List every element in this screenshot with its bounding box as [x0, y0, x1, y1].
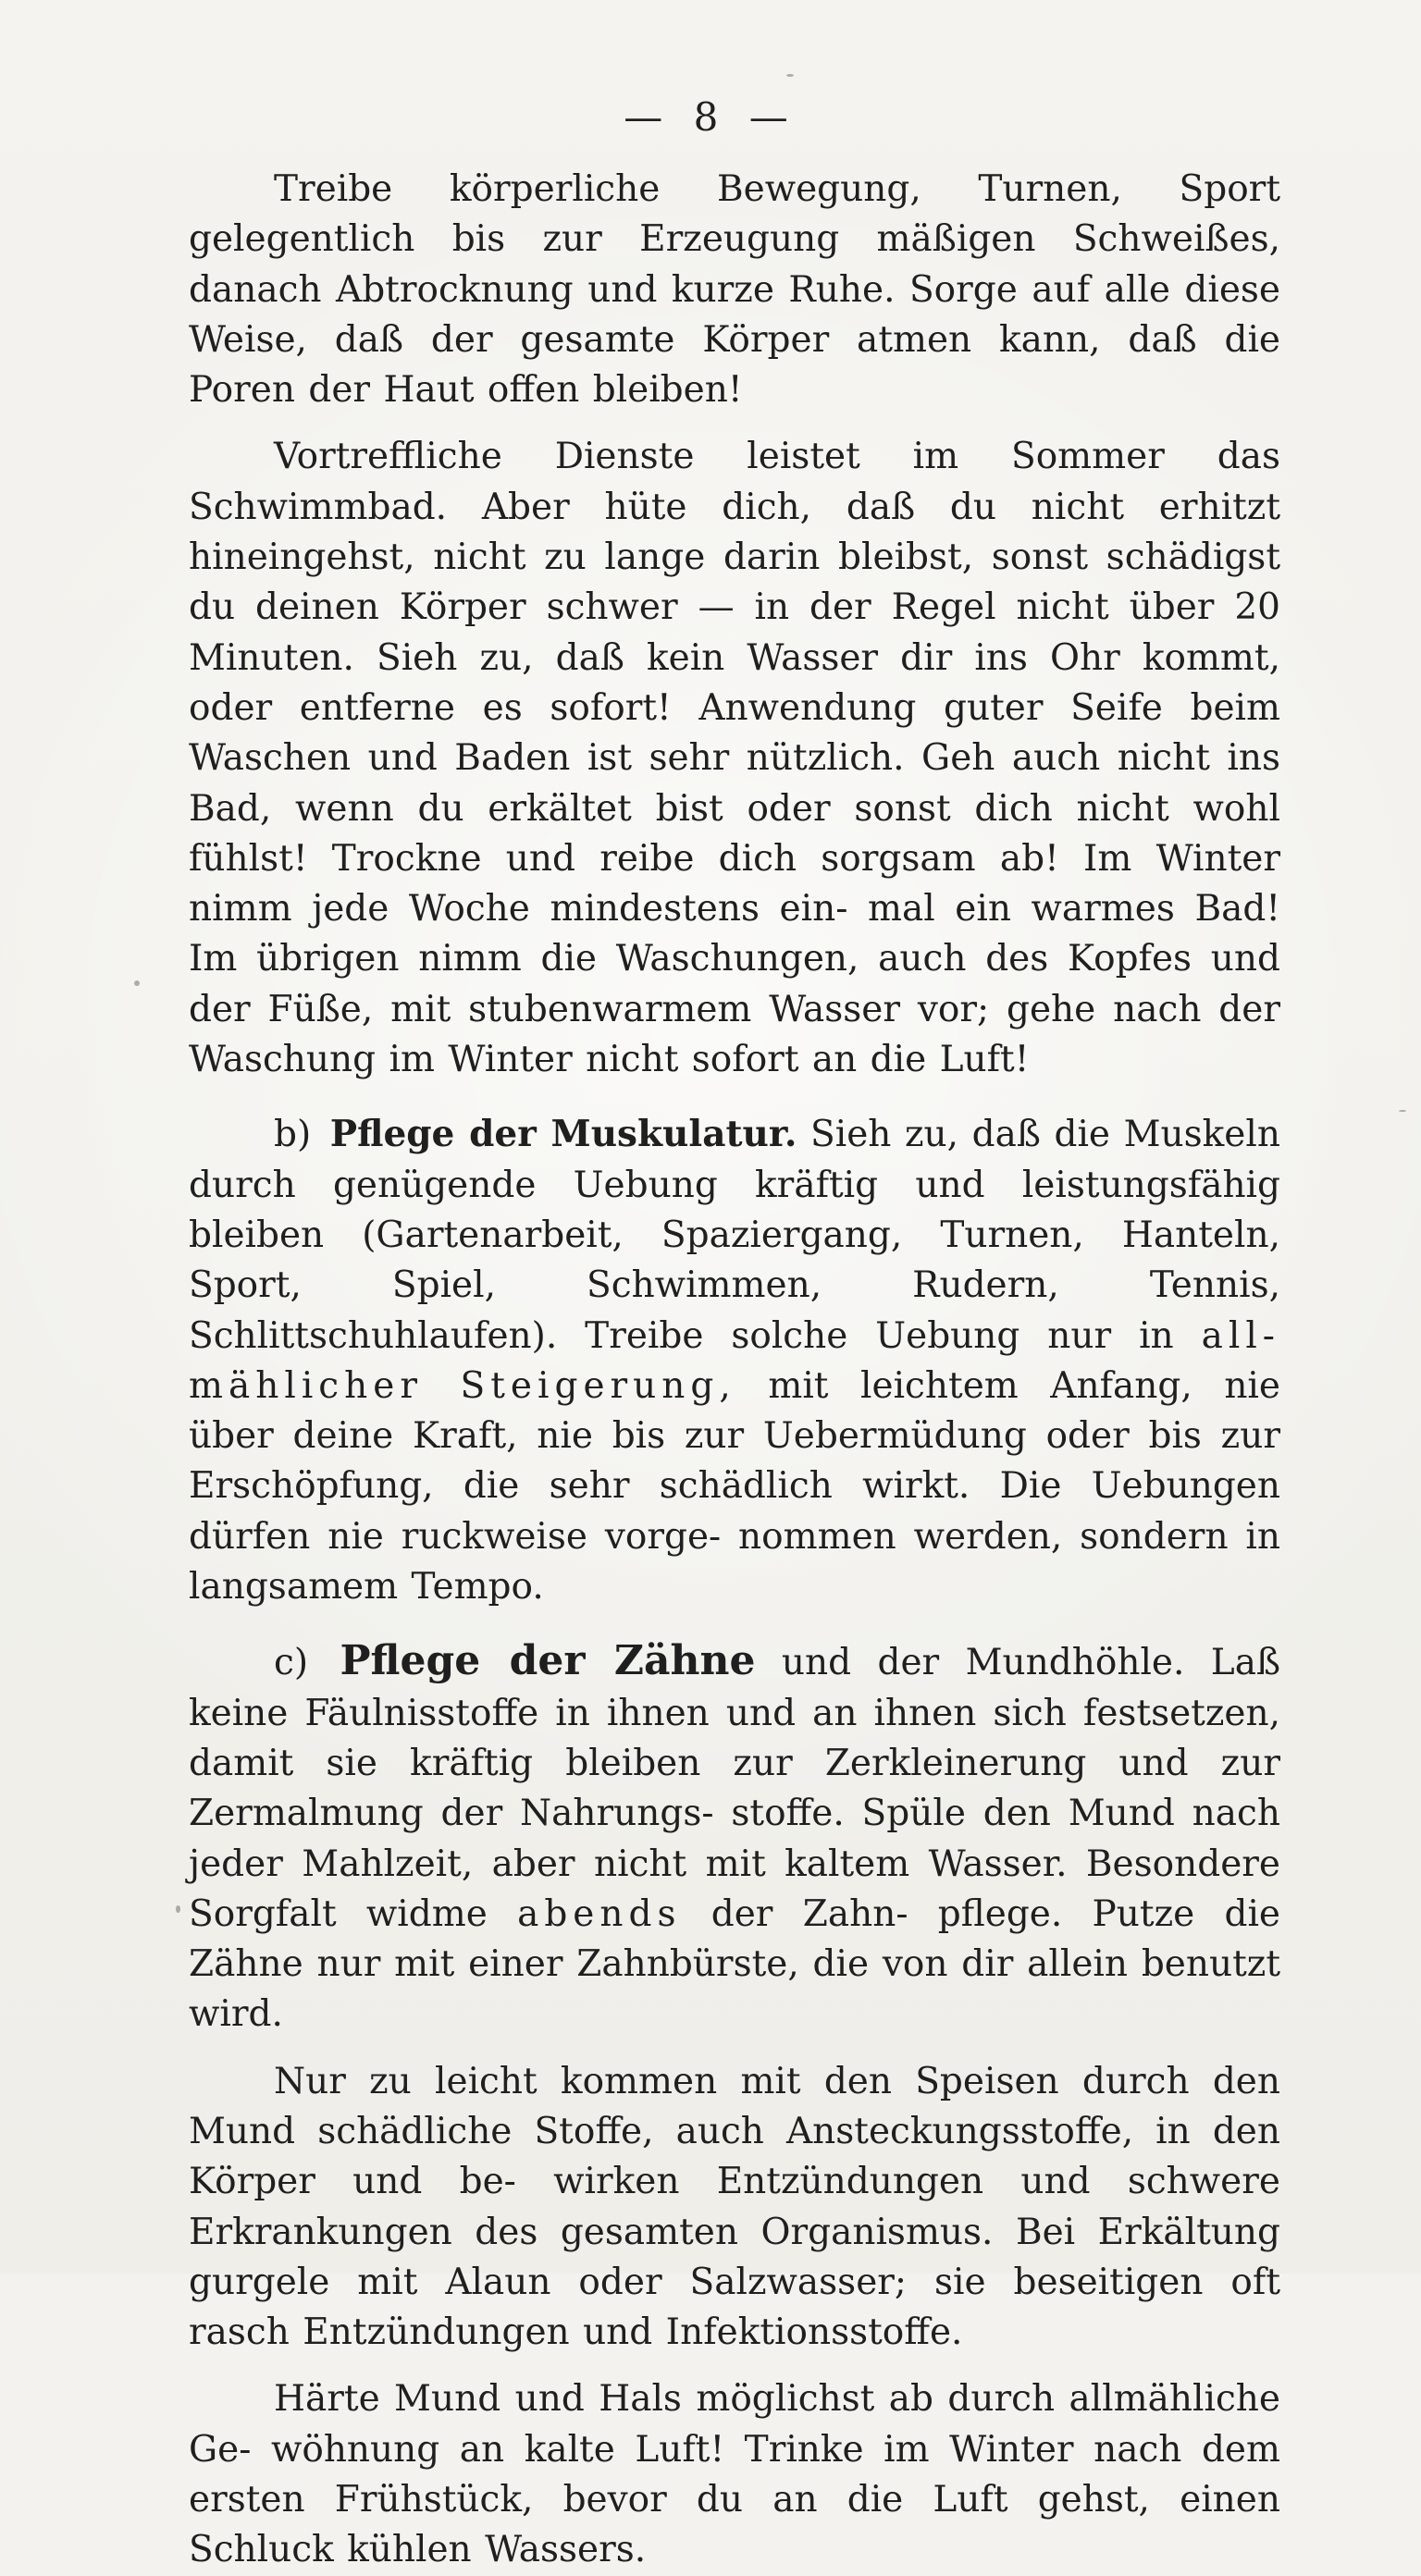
section-letter: b) [274, 1114, 312, 1156]
section-text: und der Mundhöhle. Laß keine Fäulnisstoffe in ihnen und an ihnen sich festsetzen, damit sie kräftig bleiben zur Zerkleinerung und zur Zermalmung der Nahrungs- stoffe. Spüle den Mund nach jeder Mahlzeit, aber nicht mit kaltem Wasser. Besondere Sorgfalt widme [189, 1642, 1280, 1935]
print-speck [134, 980, 140, 986]
print-speck [786, 74, 794, 77]
section-b [189, 1109, 1280, 1612]
section-text: Sieh zu, daß die Muskeln durch genügende Uebung kräftig und leistungsfähig bleiben (Gartenarbeit, Spaziergang, Turnen, Hanteln, Sport, Spiel, Schwimmen, Rudern, Tennis, Schlittschuhlaufen). Treibe solche Uebung nur in [189, 1114, 1280, 1357]
section-text: mit leichtem Anfang, nie über deine Kraft, nie bis zur Uebermüdung oder bis zur Erschöpfung, die sehr schädlich wirkt. Die Uebungen dürfen nie ruckweise vorge- nommen werden, sondern in langsamem Tempo. [189, 1364, 1280, 1608]
body-text [189, 165, 1280, 2576]
section-text: der Zahn- pflege. Putze die Zähne nur mit einer Zahnbürste, die von dir allein benutzt wird. [189, 1892, 1280, 2036]
paragraph: Treibe körperliche Bewegung, Turnen, Sport gelegentlich bis zur Erzeugung mäßigen Schweißes, danach Abtrocknung und kurze Ruhe. Sorge auf alle diese Weise, daß der gesamte Körper atmen kann, daß die Poren der Haut offen bleiben! [189, 168, 1280, 412]
paragraph: Nur zu leicht kommen mit den Speisen durch den Mund schädliche Stoffe, auch Ansteckungsstoffe, in den Körper und be- wirken Entzündungen und schwere Erkrankungen des gesamten Organismus. Bei Erkältung gurgele mit Alaun oder Salzwasser; sie beseitigen oft rasch Entzündungen und Infektionsstoffe. [189, 2060, 1280, 2354]
section-heading: Pflege der Muskulatur. [329, 1113, 797, 1156]
page-number: — 8 — [624, 94, 797, 140]
paragraph: Vortreffliche Dienste leistet im Sommer das Schwimmbad. Aber hüte dich, daß du nicht erhitzt hineingehst, nicht zu lange darin bleibst, sonst schädigst du deinen Körper schwer — in der Regel nicht über 20 Minuten. Sieh zu, daß kein Wasser dir ins Ohr kommt, oder entferne es sofort! Anwendung guter Seife beim Waschen und Baden ist sehr nützlich. Geh auch nicht ins Bad, wenn du erkältet bist oder sonst dich nicht wohl fühlst! Trockne und reibe dich sorgsam ab! Im Winter nimm jede Woche mindestens ein- mal ein warmes Bad! Im übrigen nimm die Waschungen, auch des Kopfes und der Füße, mit stubenwarmem Wasser vor; gehe nach der Waschung im Winter nicht sofort an die Luft! [189, 436, 1280, 1081]
section-heading: Pflege der Zähne [340, 1637, 756, 1685]
print-speck [176, 1905, 180, 1913]
emphasized-text: all- mählicher Steigerung, [189, 1314, 1280, 1407]
print-speck [1399, 1110, 1406, 1112]
section-c [189, 1636, 1280, 2040]
emphasized-text: abends [517, 1892, 682, 1935]
paragraph: Härte Mund und Hals möglichst ab durch allmähliche Ge- wöhnung an kalte Luft! Trinke im Winter nach dem ersten Frühstück, bevor du an die Luft gehst, einen Schluck kühlen Wassers. [189, 2378, 1280, 2571]
section-letter: c) [274, 1642, 309, 1684]
